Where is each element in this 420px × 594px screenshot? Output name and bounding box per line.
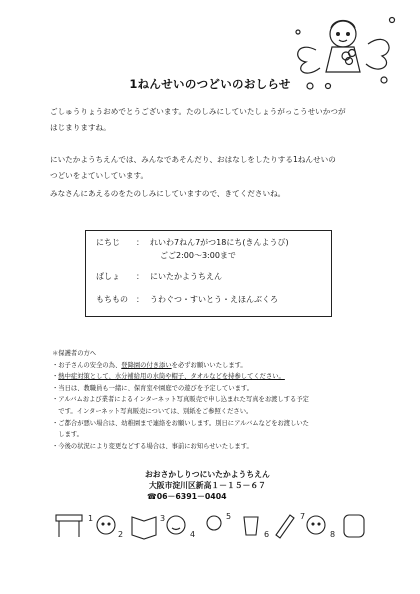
paragraph-line: つどいをよていしています。 — [50, 171, 149, 180]
strip-number: 5 — [226, 512, 232, 521]
time-value: ごご2:00～3:00まで — [160, 251, 236, 260]
note-item: ・お子さんの安全の為、登降園の付き添いを必ずお願いいたします。 — [52, 361, 247, 369]
paragraph-greeting — [50, 104, 380, 136]
info-row-items — [96, 294, 278, 305]
strip-number: 1 — [88, 514, 94, 523]
parent-notes — [52, 348, 382, 452]
colon: ： — [136, 238, 144, 247]
date-label: にちじ — [96, 238, 120, 247]
paragraph-line: はじまりますね。 — [50, 123, 111, 132]
book-icon — [132, 517, 156, 539]
event-info-box — [85, 230, 332, 317]
backpack-icon — [344, 515, 364, 537]
flower-icon — [207, 516, 221, 530]
paragraph-invite — [50, 186, 380, 202]
page-title: 1ねんせいのつどいのおしらせ — [129, 77, 291, 91]
items-value: うわぐつ・すいとう・えほんぶくろ — [150, 295, 278, 304]
paragraph-event — [50, 152, 380, 184]
note-item: ・当日は、教職員も一緒に、保育室や園庭での遊びを予定しています。 — [52, 384, 253, 392]
colon: ： — [136, 295, 144, 304]
kindergarten-phone: ☎06－6391－0404 — [147, 492, 227, 501]
strip-number: 7 — [300, 512, 306, 521]
kindergarten-address: 大阪市淀川区新高１－１５－６７ — [149, 481, 266, 490]
child-face-icon — [167, 516, 185, 534]
desk-icon — [56, 515, 82, 521]
info-row-place — [96, 271, 222, 282]
colon: ： — [136, 272, 144, 281]
note-item: ・熱中症対策として、水分補給用の水筒や帽子、タオルなどを持参してください。 — [52, 373, 285, 381]
child-face-icon — [97, 516, 115, 534]
place-value: にいたかようちえん — [150, 272, 222, 281]
kindergarten-name: おおさかしりつにいたかようちえん — [145, 470, 270, 479]
date-value: れいわ7ねん7がつ18にち(きんようび) — [150, 238, 289, 247]
paragraph-line: ごしゅうりょうおめでとうございます。たのしみにしていたしょうがっこうせいかつが — [50, 107, 346, 116]
strip-number: 3 — [160, 514, 166, 523]
decorative-illustration-strip — [54, 507, 370, 541]
note-item: ・今後の状況により変更などする場合は、事前にお知らせいたします。 — [52, 442, 253, 450]
items-label: もちもの — [96, 295, 128, 304]
note-item: ・ご都合が悪い場合は、幼稚園まで連絡をお願いします。別日にアルバムなどをお渡しいた — [52, 419, 309, 427]
note-item: ・アルバムおよび業者によるインターネット写真販売で申し込まれた写真をお渡しする予定 — [52, 396, 309, 404]
strip-number: 4 — [190, 530, 196, 539]
strip-number: 8 — [330, 530, 336, 539]
place-label: ばしょ — [96, 272, 120, 281]
strip-number: 2 — [118, 530, 124, 539]
child-face-icon — [307, 516, 325, 534]
note-item: します。 — [52, 431, 83, 439]
kindergarten-contact — [145, 469, 305, 502]
pencil-icon — [276, 515, 294, 538]
strip-number: 6 — [264, 530, 270, 539]
paragraph-line: みなさんにあえるのをたのしみにしていますので、きてくださいね。 — [50, 189, 286, 198]
info-row-date — [96, 237, 289, 248]
notes-heading: ＊保護者の方へ — [52, 350, 97, 357]
paragraph-line: にいたかようちえんでは、みんなであそんだり、おはなしをしたりする1ねんせいの — [50, 155, 336, 164]
note-item: です。インターネット写真販売については、別紙をご参照ください。 — [52, 407, 253, 415]
cup-icon — [244, 517, 258, 535]
